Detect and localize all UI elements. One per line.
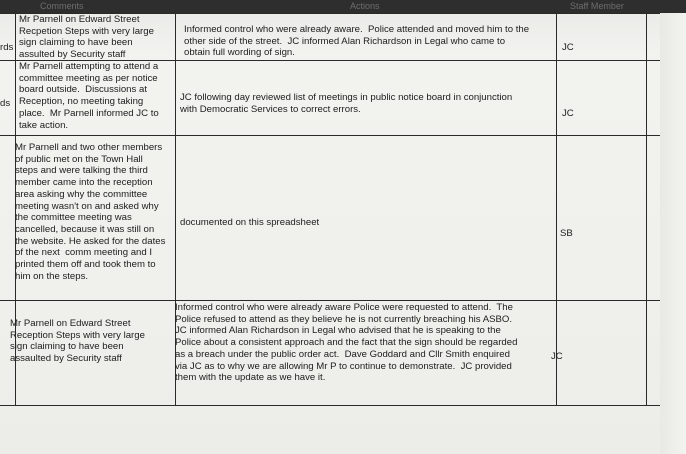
header-staff-member: Staff Member xyxy=(570,1,624,11)
table-header-bar xyxy=(0,0,686,14)
row-2-stub: ds xyxy=(0,98,11,109)
row-2-comment: Mr Parnell attempting to attend a committee meeting as per notice board outside. Discussions at Reception, no meeting taking place. Mr Parnell informed JC to take action. xyxy=(19,61,159,131)
page-edge-shadow xyxy=(660,13,686,454)
row-1-comment: Mr Parnell on Edward Street Recpetion Steps with very large sign claiming to have been assulted by Security staff xyxy=(19,14,154,61)
row-3-comment: Mr Parnell and two other members of public met on the Town Hall steps and were talking the third member came into the reception area asking why the committee meeting wasn't on and asked why the committee meeting was cancelled, because it was still on the website. He asked for the dates of the next comm meeting and I printed them off and took them to him on the steps. xyxy=(15,142,166,282)
row-3-staff: SB xyxy=(560,228,573,239)
header-actions: Actions xyxy=(350,1,380,11)
row-2-staff: JC xyxy=(562,108,574,119)
row-4-comment: Mr Parnell on Edward Street Reception Steps with very large sign claiming to have been assaulted by Security staff xyxy=(10,318,145,365)
incident-log-table xyxy=(0,13,660,406)
row-1-staff: JC xyxy=(562,42,574,53)
row-4-action: Informed control who were already aware Police were requested to attend. The Police refused to attend as they believe he is not currently breaching his ASBO. JC informed Alan Richardson in Legal who advised that he is speaking to the Police about a consistent approach and the fact that the sign should be regarded as a breach under the public order act. Dave Goddard and Cllr Smith enquired via JC as to why we are allowing Mr P to continue to demonstrate. JC provided them with the update as we have it. xyxy=(175,302,518,384)
row-2-action: JC following day reviewed list of meetings in public notice board in conjunction with Democratic Services to correct errors. xyxy=(180,92,513,115)
row-4-staff: JC xyxy=(551,351,563,362)
row-1-action: Informed control who were already aware. Police attended and moved him to the other side of the street. JC informed Alan Richardson in Legal who came to obtain full wording of sign. xyxy=(184,24,530,59)
row-3-action: documented on this spreadsheet xyxy=(180,217,320,228)
header-comments: Comments xyxy=(40,1,84,11)
row-1-stub: rds xyxy=(0,42,14,53)
